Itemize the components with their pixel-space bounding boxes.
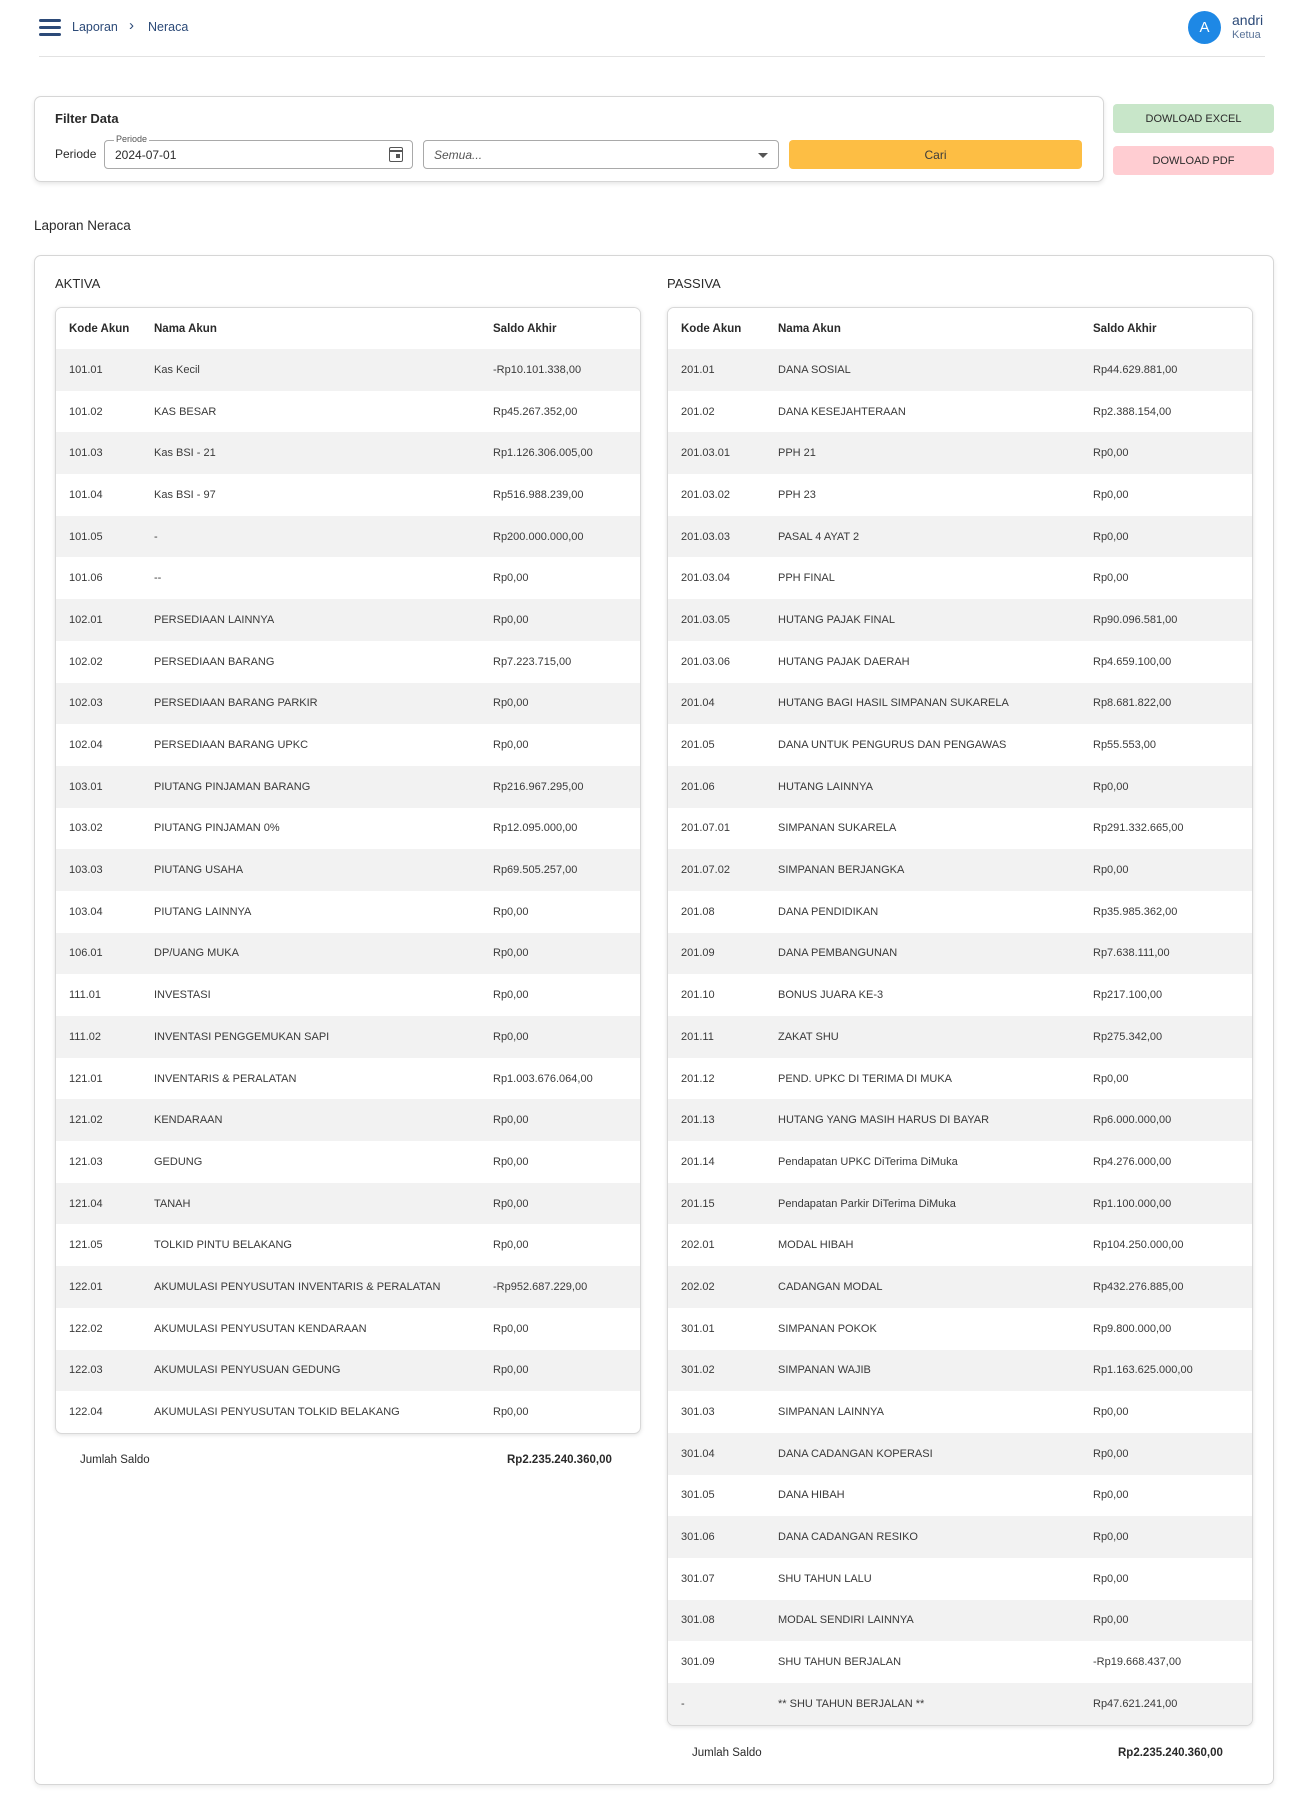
download-pdf-button[interactable]: DOWLOAD PDF — [1113, 146, 1274, 175]
table-row — [668, 1016, 1252, 1058]
col-saldo-akhir: Saldo Akhir — [1093, 308, 1252, 349]
nama-akun-cell: TANAH — [154, 1183, 493, 1225]
kode-akun-cell: 301.04 — [668, 1433, 778, 1475]
nama-akun-cell: MODAL SENDIRI LAINNYA — [778, 1600, 1093, 1642]
passiva-total-label: Jumlah Saldo — [692, 1747, 762, 1759]
nama-akun-cell: KAS BESAR — [154, 405, 217, 418]
table-row — [56, 1224, 640, 1266]
col-nama-akun: Nama Akun — [154, 308, 493, 349]
nama-akun-cell: AKUMULASI PENYUSUTAN INVENTARIS & PERALATAN — [154, 1266, 493, 1308]
saldo-akhir-cell: Rp516.988.239,00 — [493, 488, 584, 501]
kode-akun-cell: 301.09 — [681, 1656, 715, 1669]
saldo-akhir-cell: Rp0,00 — [493, 739, 529, 752]
nama-akun-cell: INVENTARIS & PERALATAN — [154, 1072, 297, 1085]
kode-akun-cell: 201.13 — [668, 1099, 778, 1141]
saldo-akhir-cell: Rp0,00 — [493, 905, 529, 918]
saldo-akhir-cell: Rp216.967.295,00 — [493, 766, 640, 808]
nama-akun-cell: DANA HIBAH — [778, 1489, 845, 1502]
aktiva-body — [56, 349, 640, 1433]
saldo-akhir-cell: Rp44.629.881,00 — [1093, 349, 1252, 391]
kode-akun-cell: 101.04 — [69, 488, 103, 501]
kode-akun-cell: 201.12 — [681, 1072, 715, 1085]
nama-akun-cell: PERSEDIAAN BARANG — [154, 655, 275, 668]
nama-akun-cell: DANA CADANGAN KOPERASI — [778, 1433, 1093, 1475]
table-row — [668, 1558, 1252, 1600]
col-kode-akun: Kode Akun — [668, 308, 778, 349]
saldo-akhir-cell: Rp35.985.362,00 — [1093, 905, 1178, 918]
saldo-akhir-cell: Rp12.095.000,00 — [493, 822, 578, 835]
kode-akun-cell: 101.02 — [69, 405, 103, 418]
kode-akun-cell: 201.03.05 — [668, 599, 778, 641]
kode-akun-cell: 111.01 — [69, 989, 102, 1002]
report-card — [34, 255, 1274, 1785]
nama-akun-cell: DANA CADANGAN RESIKO — [778, 1516, 1093, 1558]
saldo-akhir-cell: Rp1.100.000,00 — [1093, 1183, 1252, 1225]
saldo-akhir-cell: Rp7.223.715,00 — [493, 655, 572, 668]
saldo-akhir-cell: -Rp10.101.338,00 — [493, 349, 640, 391]
nama-akun-cell: Kas BSI - 97 — [154, 488, 216, 501]
saldo-akhir-cell: -Rp952.687.229,00 — [493, 1266, 640, 1308]
saldo-akhir-cell: Rp275.342,00 — [1093, 1016, 1252, 1058]
kode-akun-cell: 301.03 — [681, 1406, 715, 1419]
saldo-akhir-cell: Rp4.659.100,00 — [1093, 655, 1172, 668]
nama-akun-cell: INVENTASI PENGGEMUKAN SAPI — [154, 1016, 493, 1058]
saldo-akhir-cell: Rp0,00 — [493, 1099, 640, 1141]
table-row — [56, 599, 640, 641]
table-row — [668, 1641, 1252, 1683]
kode-akun-cell: 301.01 — [681, 1322, 715, 1335]
kode-akun-cell: 121.05 — [69, 1239, 103, 1252]
kode-akun-cell: 201.07.02 — [668, 849, 778, 891]
nama-akun-cell: PPH FINAL — [778, 572, 835, 585]
nama-akun-cell: SIMPANAN POKOK — [778, 1322, 877, 1335]
kode-akun-cell: 102.02 — [69, 655, 103, 668]
kode-akun-cell: 301.07 — [681, 1572, 715, 1585]
aktiva-total-label: Jumlah Saldo — [80, 1454, 150, 1466]
nama-akun-cell: PPH 23 — [778, 488, 816, 501]
saldo-akhir-cell: Rp45.267.352,00 — [493, 405, 578, 418]
table-row — [668, 1683, 1252, 1725]
nama-akun-cell: PERSEDIAAN BARANG PARKIR — [154, 683, 493, 725]
passiva-title: PASSIVA — [667, 276, 721, 291]
nama-akun-cell: GEDUNG — [154, 1155, 203, 1168]
nama-akun-cell: Pendapatan Parkir DiTerima DiMuka — [778, 1183, 1093, 1225]
nama-akun-cell: DANA UNTUK PENGURUS DAN PENGAWAS — [778, 739, 1007, 752]
nama-akun-cell: SHU TAHUN BERJALAN — [778, 1656, 902, 1669]
avatar[interactable]: A — [1188, 11, 1221, 44]
nama-akun-cell: PPH 21 — [778, 432, 1093, 474]
periode-date-input[interactable] — [104, 134, 413, 169]
saldo-akhir-cell: Rp9.800.000,00 — [1093, 1322, 1172, 1335]
saldo-akhir-cell: Rp0,00 — [493, 1155, 529, 1168]
table-row — [668, 1058, 1252, 1100]
saldo-akhir-cell: Rp291.332.665,00 — [1093, 822, 1184, 835]
table-row — [668, 599, 1252, 641]
table-row — [668, 432, 1252, 474]
search-button[interactable]: Cari — [789, 140, 1082, 169]
nama-akun-cell: Kas Kecil — [154, 349, 493, 391]
saldo-akhir-cell: Rp0,00 — [493, 572, 529, 585]
saldo-akhir-cell: Rp0,00 — [493, 1016, 640, 1058]
saldo-akhir-cell: Rp0,00 — [1093, 1572, 1129, 1585]
table-row — [668, 683, 1252, 725]
saldo-akhir-cell: Rp7.638.111,00 — [1093, 933, 1252, 975]
kode-akun-cell: 202.02 — [668, 1266, 778, 1308]
aktiva-total-value: Rp2.235.240.360,00 — [507, 1454, 612, 1466]
kode-akun-cell: 201.03.04 — [681, 572, 730, 585]
kode-akun-cell: 301.08 — [668, 1600, 778, 1642]
table-row — [668, 1516, 1252, 1558]
hamburger-menu-icon[interactable] — [39, 19, 61, 36]
kode-akun-cell: 122.03 — [56, 1350, 154, 1392]
nama-akun-cell: PASAL 4 AYAT 2 — [778, 516, 1093, 558]
table-row — [668, 641, 1252, 683]
nama-akun-cell: PERSEDIAAN BARANG UPKC — [154, 739, 309, 752]
kode-akun-cell: 301.05 — [681, 1489, 715, 1502]
nama-akun-cell: PIUTANG PINJAMAN BARANG — [154, 766, 493, 808]
table-row — [668, 1433, 1252, 1475]
user-name: andri — [1232, 12, 1264, 28]
nama-akun-cell: MODAL HIBAH — [778, 1239, 854, 1252]
nama-akun-cell: ** SHU TAHUN BERJALAN ** — [778, 1683, 1093, 1725]
nama-akun-cell: SIMPANAN BERJANGKA — [778, 849, 1093, 891]
table-row — [668, 766, 1252, 808]
saldo-akhir-cell: Rp0,00 — [1093, 1072, 1129, 1085]
breadcrumb-laporan[interactable]: Laporan — [72, 20, 118, 34]
nama-akun-cell: PERSEDIAAN LAINNYA — [154, 599, 493, 641]
aktiva-table — [55, 307, 641, 1434]
kode-akun-cell: 122.04 — [69, 1406, 103, 1419]
table-row — [668, 557, 1252, 599]
kode-akun-cell: 201.07.01 — [681, 822, 730, 835]
saldo-akhir-cell: Rp55.553,00 — [1093, 739, 1156, 752]
kode-akun-cell: 121.04 — [56, 1183, 154, 1225]
col-kode-akun: Kode Akun — [56, 308, 154, 349]
nama-akun-cell: AKUMULASI PENYUSUAN GEDUNG — [154, 1350, 493, 1392]
table-row — [668, 391, 1252, 433]
table-row — [668, 1600, 1252, 1642]
table-row — [668, 933, 1252, 975]
nama-akun-cell: TOLKID PINTU BELAKANG — [154, 1239, 292, 1252]
col-nama-akun: Nama Akun — [778, 308, 1093, 349]
saldo-akhir-cell: Rp6.000.000,00 — [1093, 1099, 1252, 1141]
kode-akun-cell: 103.03 — [56, 849, 154, 891]
table-row — [56, 1058, 640, 1100]
table-row — [668, 1350, 1252, 1392]
kode-akun-cell: 202.01 — [681, 1239, 715, 1252]
date-value: 2024-07-01 — [115, 148, 177, 162]
passiva-total-value: Rp2.235.240.360,00 — [1118, 1747, 1223, 1759]
table-row — [56, 1391, 640, 1433]
kode-akun-cell: 201.09 — [668, 933, 778, 975]
table-row — [668, 1224, 1252, 1266]
table-row — [56, 1183, 640, 1225]
saldo-akhir-cell: Rp0,00 — [1093, 1489, 1129, 1502]
table-row — [56, 849, 640, 891]
kode-akun-cell: - — [668, 1683, 778, 1725]
aktiva-title: AKTIVA — [55, 276, 101, 291]
kode-akun-cell: 106.01 — [56, 933, 154, 975]
saldo-akhir-cell: -Rp19.668.437,00 — [1093, 1656, 1182, 1669]
chevron-right-icon: › — [129, 17, 134, 34]
passiva-header-row — [668, 308, 1252, 349]
report-title: Laporan Neraca — [34, 218, 131, 233]
nama-akun-cell: HUTANG PAJAK FINAL — [778, 599, 1093, 641]
calendar-icon[interactable] — [389, 147, 403, 162]
kode-akun-cell: 201.10 — [681, 989, 715, 1002]
nama-akun-cell: AKUMULASI PENYUSUTAN KENDARAAN — [154, 1322, 367, 1335]
table-row — [668, 516, 1252, 558]
kode-akun-cell: 101.01 — [56, 349, 154, 391]
nama-akun-cell: PIUTANG USAHA — [154, 849, 493, 891]
nama-akun-cell: Pendapatan UPKC DiTerima DiMuka — [778, 1155, 958, 1168]
table-row — [56, 1099, 640, 1141]
col-saldo-akhir: Saldo Akhir — [493, 308, 640, 349]
nama-akun-cell: - — [154, 516, 493, 558]
saldo-akhir-cell: Rp0,00 — [1093, 1516, 1252, 1558]
kode-akun-cell: 103.02 — [69, 822, 103, 835]
kode-akun-cell: 201.03.02 — [681, 488, 730, 501]
table-row — [668, 974, 1252, 1016]
nama-akun-cell: DANA KESEJAHTERAAN — [778, 405, 906, 418]
saldo-akhir-cell: Rp1.003.676.064,00 — [493, 1072, 593, 1085]
table-row — [668, 891, 1252, 933]
saldo-akhir-cell: Rp0,00 — [1093, 432, 1252, 474]
table-row — [668, 1308, 1252, 1350]
nama-akun-cell: SIMPANAN LAINNYA — [778, 1406, 884, 1419]
kode-akun-cell: 201.03.03 — [668, 516, 778, 558]
select-value: Semua... — [434, 148, 483, 162]
saldo-akhir-cell: Rp4.276.000,00 — [1093, 1155, 1172, 1168]
nama-akun-cell: SIMPANAN WAJIB — [778, 1350, 1093, 1392]
saldo-akhir-cell: Rp104.250.000,00 — [1093, 1239, 1184, 1252]
kode-akun-cell: 101.06 — [69, 572, 103, 585]
nama-akun-cell: PEND. UPKC DI TERIMA DI MUKA — [778, 1072, 952, 1085]
nama-akun-cell: ZAKAT SHU — [778, 1016, 1093, 1058]
nama-akun-cell: PIUTANG PINJAMAN 0% — [154, 822, 280, 835]
nama-akun-cell: BONUS JUARA KE-3 — [778, 989, 884, 1002]
table-row — [668, 1391, 1252, 1433]
aktiva-header-row — [56, 308, 640, 349]
filter-card — [34, 96, 1104, 182]
nama-akun-cell: DP/UANG MUKA — [154, 933, 493, 975]
table-row — [668, 349, 1252, 391]
kode-akun-cell: 101.05 — [56, 516, 154, 558]
table-row — [56, 432, 640, 474]
table-row — [56, 933, 640, 975]
table-row — [668, 474, 1252, 516]
saldo-akhir-cell: Rp0,00 — [493, 1239, 529, 1252]
saldo-akhir-cell: Rp0,00 — [493, 989, 529, 1002]
table-row — [668, 1183, 1252, 1225]
kode-akun-cell: 121.03 — [69, 1155, 103, 1168]
kode-akun-cell: 301.06 — [668, 1516, 778, 1558]
kode-akun-cell: 102.04 — [69, 739, 103, 752]
filter-select[interactable] — [423, 140, 779, 169]
periode-label: Periode — [55, 147, 97, 161]
filter-title: Filter Data — [55, 111, 119, 126]
table-row — [56, 683, 640, 725]
nama-akun-cell: DANA PEMBANGUNAN — [778, 933, 1093, 975]
kode-akun-cell: 122.02 — [69, 1322, 103, 1335]
saldo-akhir-cell: Rp0,00 — [1093, 488, 1129, 501]
saldo-akhir-cell: Rp200.000.000,00 — [493, 516, 640, 558]
saldo-akhir-cell: Rp217.100,00 — [1093, 989, 1163, 1002]
kode-akun-cell: 201.01 — [668, 349, 778, 391]
saldo-akhir-cell: Rp90.096.581,00 — [1093, 599, 1252, 641]
kode-akun-cell: 201.08 — [681, 905, 715, 918]
nama-akun-cell: DANA PENDIDIKAN — [778, 905, 879, 918]
kode-akun-cell: 121.02 — [56, 1099, 154, 1141]
table-row — [56, 349, 640, 391]
saldo-akhir-cell: Rp1.163.625.000,00 — [1093, 1350, 1252, 1392]
saldo-akhir-cell: Rp0,00 — [1093, 516, 1252, 558]
saldo-akhir-cell: Rp1.126.306.005,00 — [493, 432, 640, 474]
kode-akun-cell: 103.01 — [56, 766, 154, 808]
date-floating-label: Periode — [116, 134, 148, 144]
saldo-akhir-cell: Rp0,00 — [1093, 1433, 1252, 1475]
table-row — [56, 641, 640, 683]
nama-akun-cell: DANA SOSIAL — [778, 349, 1093, 391]
kode-akun-cell: 103.04 — [69, 905, 103, 918]
table-row — [56, 974, 640, 1016]
nama-akun-cell: HUTANG PAJAK DAERAH — [778, 655, 910, 668]
kode-akun-cell: 201.05 — [681, 739, 715, 752]
passiva-table — [667, 307, 1253, 1726]
kode-akun-cell: 201.11 — [668, 1016, 778, 1058]
saldo-akhir-cell: Rp0,00 — [493, 1183, 640, 1225]
table-row — [668, 808, 1252, 850]
saldo-akhir-cell: Rp0,00 — [1093, 849, 1252, 891]
kode-akun-cell: 201.14 — [681, 1155, 715, 1168]
nama-akun-cell: INVESTASI — [154, 989, 211, 1002]
saldo-akhir-cell: Rp0,00 — [493, 1406, 529, 1419]
saldo-akhir-cell: Rp0,00 — [1093, 1600, 1252, 1642]
kode-akun-cell: 201.03.06 — [681, 655, 730, 668]
top-bar — [39, 0, 1265, 57]
kode-akun-cell: 122.01 — [56, 1266, 154, 1308]
saldo-akhir-cell: Rp69.505.257,00 — [493, 849, 640, 891]
saldo-akhir-cell: Rp2.388.154,00 — [1093, 405, 1172, 418]
saldo-akhir-cell: Rp0,00 — [493, 683, 640, 725]
kode-akun-cell: 301.02 — [668, 1350, 778, 1392]
table-row — [56, 766, 640, 808]
nama-akun-cell: PIUTANG LAINNYA — [154, 905, 252, 918]
nama-akun-cell: SIMPANAN SUKARELA — [778, 822, 897, 835]
kode-akun-cell: 201.04 — [668, 683, 778, 725]
table-row — [668, 1266, 1252, 1308]
table-row — [56, 1350, 640, 1392]
saldo-akhir-cell: Rp0,00 — [493, 933, 640, 975]
chevron-down-icon — [758, 153, 768, 158]
table-row — [56, 1308, 640, 1350]
saldo-akhir-cell: Rp0,00 — [493, 1322, 529, 1335]
nama-akun-cell: HUTANG YANG MASIH HARUS DI BAYAR — [778, 1099, 1093, 1141]
download-excel-button[interactable]: DOWLOAD EXCEL — [1113, 104, 1274, 133]
table-row — [668, 1099, 1252, 1141]
nama-akun-cell: SHU TAHUN LALU — [778, 1572, 872, 1585]
table-row — [56, 391, 640, 433]
kode-akun-cell: 121.01 — [69, 1072, 103, 1085]
kode-akun-cell: 201.02 — [681, 405, 715, 418]
nama-akun-cell: Kas BSI - 21 — [154, 432, 493, 474]
passiva-body — [668, 349, 1252, 1725]
table-row — [56, 724, 640, 766]
kode-akun-cell: 111.02 — [56, 1016, 154, 1058]
table-row — [668, 724, 1252, 766]
kode-akun-cell: 102.03 — [56, 683, 154, 725]
table-row — [56, 516, 640, 558]
nama-akun-cell: CADANGAN MODAL — [778, 1266, 1093, 1308]
breadcrumb-neraca: Neraca — [148, 20, 189, 34]
kode-akun-cell: 201.15 — [668, 1183, 778, 1225]
table-row — [56, 891, 640, 933]
kode-akun-cell: 201.06 — [668, 766, 778, 808]
table-row — [56, 808, 640, 850]
saldo-akhir-cell: Rp0,00 — [1093, 766, 1252, 808]
saldo-akhir-cell: Rp47.621.241,00 — [1093, 1683, 1252, 1725]
saldo-akhir-cell: Rp432.276.885,00 — [1093, 1266, 1252, 1308]
saldo-akhir-cell: Rp8.681.822,00 — [1093, 683, 1252, 725]
nama-akun-cell: -- — [154, 572, 162, 585]
table-row — [56, 1141, 640, 1183]
nama-akun-cell: HUTANG BAGI HASIL SIMPANAN SUKARELA — [778, 683, 1093, 725]
nama-akun-cell: KENDARAAN — [154, 1099, 493, 1141]
kode-akun-cell: 101.03 — [56, 432, 154, 474]
table-row — [56, 1266, 640, 1308]
kode-akun-cell: 102.01 — [56, 599, 154, 641]
table-row — [56, 1016, 640, 1058]
table-row — [56, 557, 640, 599]
saldo-akhir-cell: Rp0,00 — [1093, 1406, 1129, 1419]
table-row — [668, 1141, 1252, 1183]
table-row — [56, 474, 640, 516]
table-row — [668, 1475, 1252, 1517]
table-row — [668, 849, 1252, 891]
user-role: Ketua — [1232, 29, 1261, 41]
nama-akun-cell: AKUMULASI PENYUSUTAN TOLKID BELAKANG — [154, 1406, 400, 1419]
nama-akun-cell: HUTANG LAINNYA — [778, 766, 1093, 808]
saldo-akhir-cell: Rp0,00 — [1093, 572, 1129, 585]
kode-akun-cell: 201.03.01 — [668, 432, 778, 474]
saldo-akhir-cell: Rp0,00 — [493, 599, 640, 641]
saldo-akhir-cell: Rp0,00 — [493, 1350, 640, 1392]
